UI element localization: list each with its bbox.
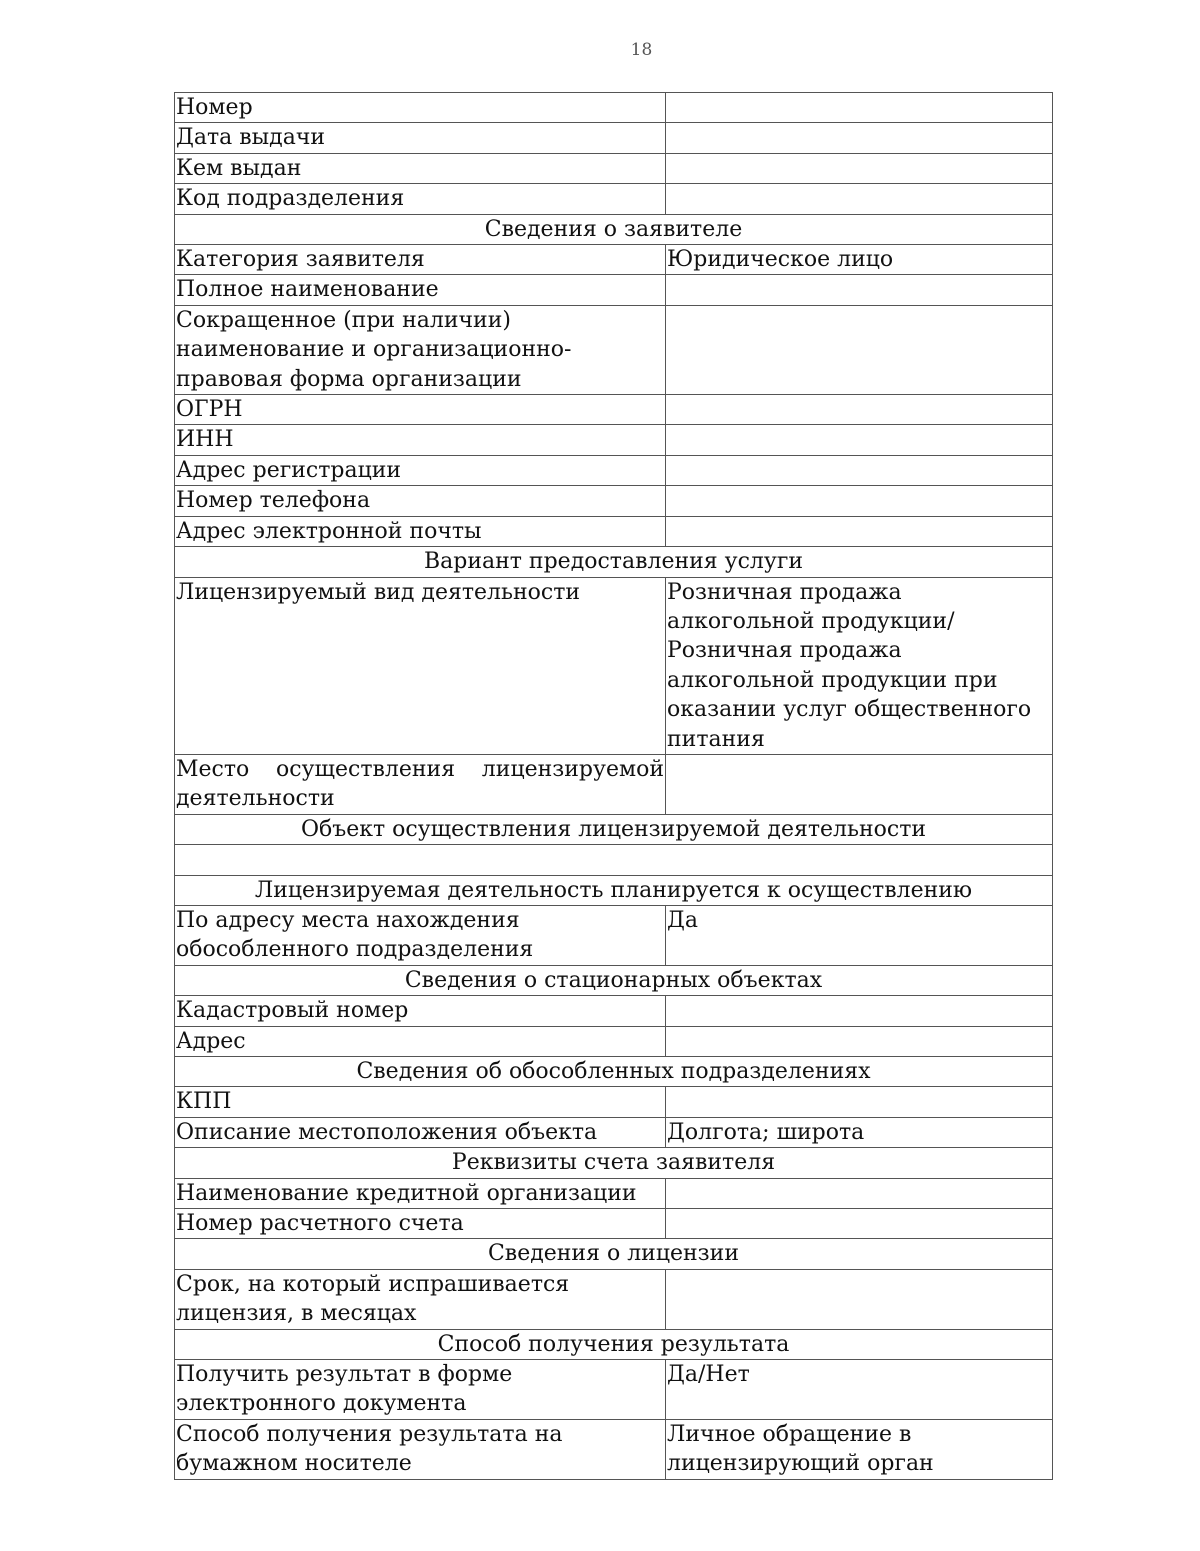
section-row	[175, 214, 1053, 244]
row-label-license-term: Срок, на который испрашивается лицензия, в месяцах	[175, 1269, 666, 1329]
table-row	[175, 184, 1053, 214]
section-heading-activity-object: Объект осуществления лицензируемой деятельности	[175, 814, 1053, 844]
table-row	[175, 486, 1053, 516]
row-value-short-name	[666, 305, 1053, 394]
section-row	[175, 875, 1053, 905]
table-row	[175, 1360, 1053, 1420]
section-heading-result-method: Способ получения результата	[175, 1329, 1053, 1359]
row-label-nomer: Номер	[175, 93, 666, 123]
row-value-activity-place	[666, 754, 1053, 814]
row-value-inn	[666, 425, 1053, 455]
section-row	[175, 1056, 1053, 1086]
row-value-location-description: Долгота; широта	[666, 1117, 1053, 1147]
section-row	[175, 1148, 1053, 1178]
row-value-issue-date	[666, 123, 1053, 153]
row-label-issued-by: Кем выдан	[175, 153, 666, 183]
row-value-full-name	[666, 275, 1053, 305]
section-heading-service-variant: Вариант предоставления услуги	[175, 547, 1053, 577]
row-label-short-name: Сокращенное (при наличии) наименование и организационно-правовая форма организации	[175, 305, 666, 394]
row-value-cadastral-number	[666, 996, 1053, 1026]
row-value-at-division-address: Да	[666, 905, 1053, 965]
row-label-location-description: Описание местоположения объекта	[175, 1117, 666, 1147]
table-row	[175, 905, 1053, 965]
section-heading-stationary-objects: Сведения о стационарных объектах	[175, 965, 1053, 995]
table-row	[175, 1026, 1053, 1056]
row-label-at-division-address: По адресу места нахождения обособленного подразделения	[175, 905, 666, 965]
table-row	[175, 577, 1053, 754]
row-label-paper-result: Способ получения результата на бумажном носителе	[175, 1419, 666, 1479]
table-row	[175, 245, 1053, 275]
section-row	[175, 814, 1053, 844]
row-value-credit-org	[666, 1178, 1053, 1208]
row-label-account-number: Номер расчетного счета	[175, 1209, 666, 1239]
row-value-division-code	[666, 184, 1053, 214]
section-heading-account-details: Реквизиты счета заявителя	[175, 1148, 1053, 1178]
section-row	[175, 1329, 1053, 1359]
row-value-license-term	[666, 1269, 1053, 1329]
table-row	[175, 395, 1053, 425]
row-value-paper-result: Личное обращение в лицензирующий орган	[666, 1419, 1053, 1479]
row-value-account-number	[666, 1209, 1053, 1239]
page-number: 18	[630, 40, 653, 60]
table-row	[175, 1209, 1053, 1239]
table-row	[175, 1117, 1053, 1147]
section-heading-separate-divisions: Сведения об обособленных подразделениях	[175, 1056, 1053, 1086]
row-label-phone: Номер телефона	[175, 486, 666, 516]
row-label-registration-address: Адрес регистрации	[175, 455, 666, 485]
row-label-credit-org: Наименование кредитной организации	[175, 1178, 666, 1208]
row-value-licensed-activity: Розничная продажа алкогольной продукции/Розничная продажа алкогольной продукции при оказании услуг общественного питания	[666, 577, 1053, 754]
section-row	[175, 965, 1053, 995]
table-row	[175, 275, 1053, 305]
row-label-division-code: Код подразделения	[175, 184, 666, 214]
application-form-table	[174, 92, 1053, 1480]
section-row	[175, 547, 1053, 577]
row-value-electronic-result: Да/Нет	[666, 1360, 1053, 1420]
row-label-email: Адрес электронной почты	[175, 516, 666, 546]
table-row	[175, 123, 1053, 153]
row-value-address	[666, 1026, 1053, 1056]
row-label-activity-place	[175, 754, 666, 814]
table-row	[175, 996, 1053, 1026]
row-label-inn: ИНН	[175, 425, 666, 455]
section-heading-license: Сведения о лицензии	[175, 1239, 1053, 1269]
table-row	[175, 1087, 1053, 1117]
row-label-full-name: Полное наименование	[175, 275, 666, 305]
row-label-cadastral-number: Кадастровый номер	[175, 996, 666, 1026]
table-row	[175, 754, 1053, 814]
row-value-email	[666, 516, 1053, 546]
table-row	[175, 1178, 1053, 1208]
section-row	[175, 1239, 1053, 1269]
row-value-kpp	[666, 1087, 1053, 1117]
row-value-registration-address	[666, 455, 1053, 485]
row-value-applicant-category: Юридическое лицо	[666, 245, 1053, 275]
section-heading-planned-activity: Лицензируемая деятельность планируется к осуществлению	[175, 875, 1053, 905]
activity-place-line-2: деятельности	[176, 786, 335, 812]
activity-place-line-1: Место осуществления лицензируемой	[176, 756, 664, 782]
row-value-issued-by	[666, 153, 1053, 183]
row-label-licensed-activity: Лицензируемый вид деятельности	[175, 577, 666, 754]
table-row	[175, 455, 1053, 485]
table-row	[175, 305, 1053, 394]
table-row	[175, 516, 1053, 546]
row-value-phone	[666, 486, 1053, 516]
table-row	[175, 93, 1053, 123]
table-row	[175, 153, 1053, 183]
table-row	[175, 425, 1053, 455]
row-label-address: Адрес	[175, 1026, 666, 1056]
row-label-applicant-category: Категория заявителя	[175, 245, 666, 275]
row-value-nomer	[666, 93, 1053, 123]
table-row	[175, 1269, 1053, 1329]
row-label-kpp: КПП	[175, 1087, 666, 1117]
table-row	[175, 1419, 1053, 1479]
row-value-activity-object	[175, 845, 1053, 875]
row-label-issue-date: Дата выдачи	[175, 123, 666, 153]
empty-row	[175, 845, 1053, 875]
row-value-ogrn	[666, 395, 1053, 425]
row-label-ogrn: ОГРН	[175, 395, 666, 425]
row-label-electronic-result: Получить результат в форме электронного документа	[175, 1360, 666, 1420]
section-heading-applicant: Сведения о заявителе	[175, 214, 1053, 244]
